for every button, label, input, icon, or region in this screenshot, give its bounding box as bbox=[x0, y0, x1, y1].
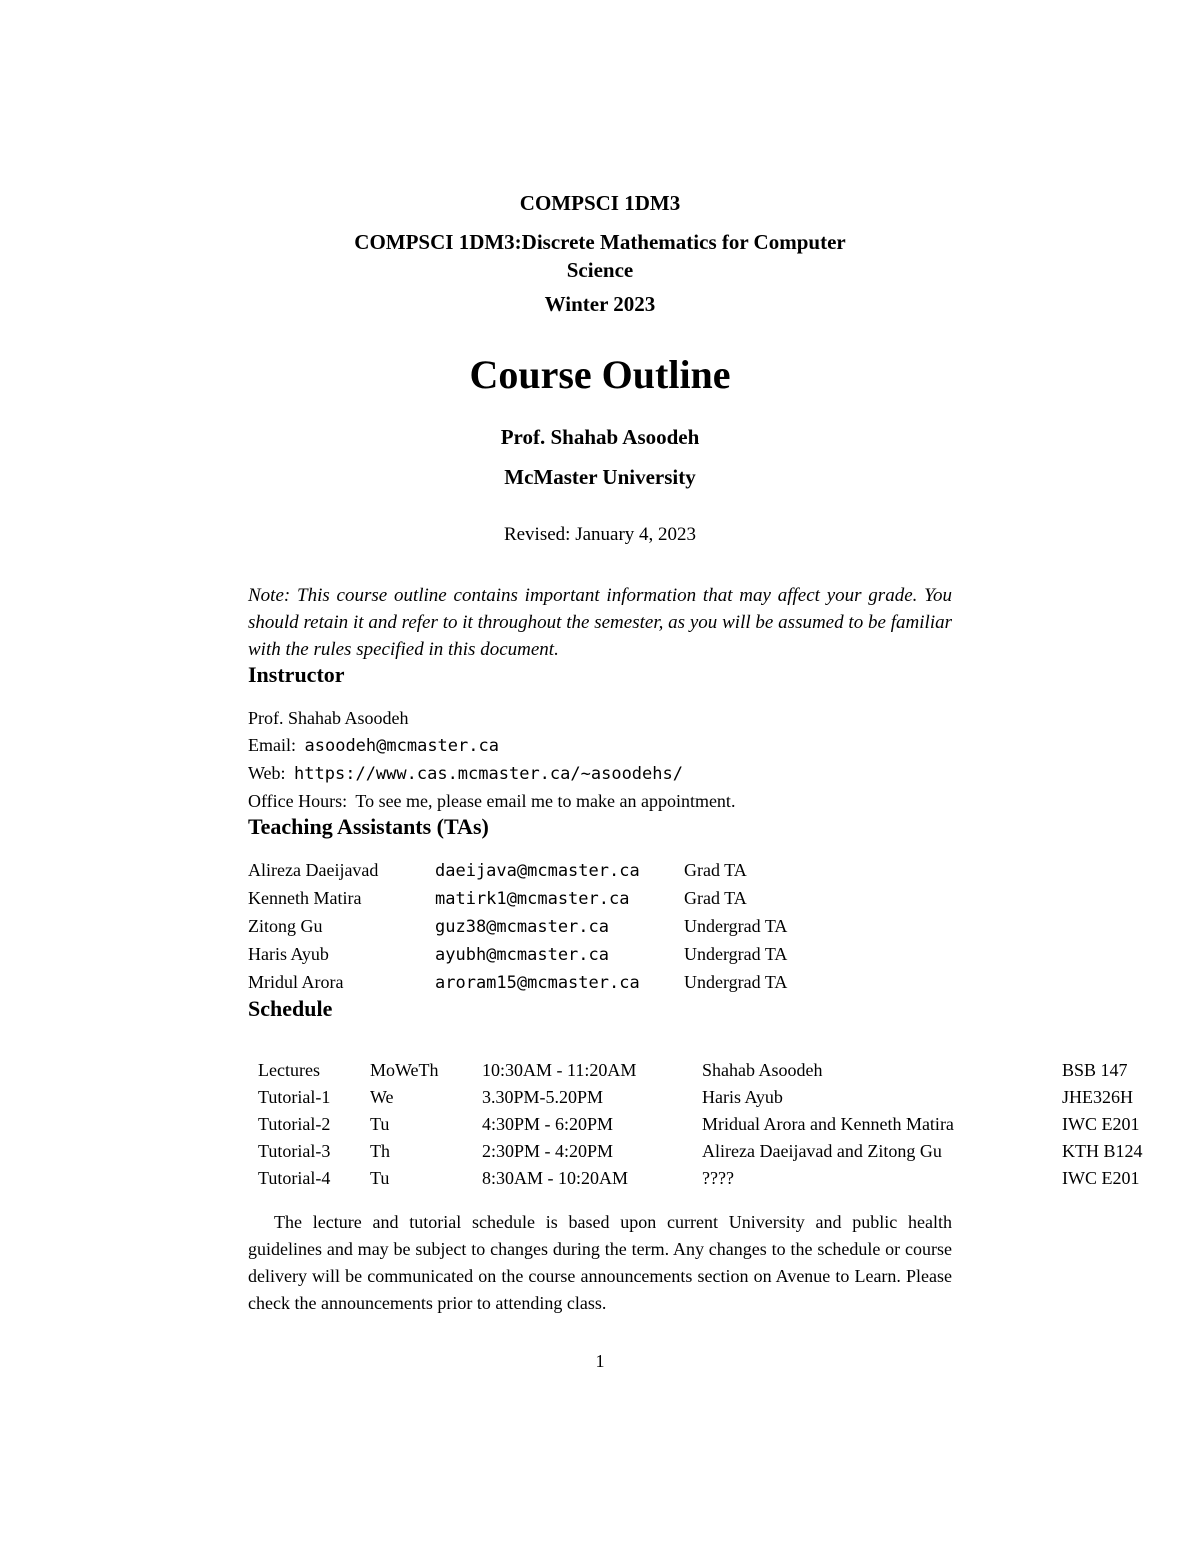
instructor-email: asoodeh@mcmaster.ca bbox=[304, 736, 499, 756]
schedule-room: BSB 147 bbox=[1062, 1060, 1128, 1080]
schedule-staff: Mridual Arora and Kenneth Matira bbox=[702, 1114, 954, 1134]
schedule-room: JHE326H bbox=[1062, 1087, 1133, 1107]
web-label: Web: bbox=[248, 763, 286, 783]
ta-name: Mridul Arora bbox=[248, 972, 344, 992]
ta-role: Undergrad TA bbox=[684, 944, 788, 964]
schedule-room: IWC E201 bbox=[1062, 1114, 1140, 1134]
schedule-type: Tutorial-4 bbox=[258, 1168, 331, 1188]
schedule-days: We bbox=[370, 1087, 394, 1107]
revised-date: Revised: January 4, 2023 bbox=[503, 524, 697, 545]
instructor-email-line bbox=[248, 732, 952, 760]
schedule-room: KTH B124 bbox=[1062, 1141, 1143, 1161]
schedule-days: MoWeTh bbox=[370, 1060, 439, 1080]
instructor-section bbox=[248, 663, 952, 815]
affiliation: McMaster University bbox=[504, 465, 696, 489]
page-title: Course Outline bbox=[469, 352, 731, 397]
ta-role: Grad TA bbox=[684, 860, 747, 880]
ta-email: daeijava@mcmaster.ca bbox=[435, 861, 640, 881]
schedule-staff: ???? bbox=[702, 1168, 734, 1188]
schedule-row bbox=[258, 1165, 1162, 1192]
schedule-row bbox=[258, 1084, 1162, 1111]
schedule-time: 8:30AM - 10:20AM bbox=[482, 1168, 629, 1188]
schedule-section bbox=[248, 996, 1143, 1317]
instructor-name: Prof. Shahab Asoodeh bbox=[248, 708, 409, 728]
office-hours-line bbox=[248, 788, 952, 815]
ta-name: Haris Ayub bbox=[248, 944, 329, 964]
ta-email: matirk1@mcmaster.ca bbox=[435, 889, 630, 909]
schedule-room: IWC E201 bbox=[1062, 1168, 1140, 1188]
ta-role: Undergrad TA bbox=[684, 916, 788, 936]
ta-table bbox=[248, 857, 808, 997]
schedule-days: Th bbox=[370, 1141, 390, 1161]
instructor-heading: Instructor bbox=[248, 662, 345, 687]
schedule-type: Lectures bbox=[258, 1060, 320, 1080]
schedule-days: Tu bbox=[370, 1114, 390, 1134]
schedule-row bbox=[258, 1138, 1162, 1165]
schedule-note-paragraph: The lecture and tutorial schedule is based upon current University and public health guidelines and may be subject to changes during the term. Any changes to the schedule or course delivery will be communicated on the course announcements section on Avenue to Learn. Please check the announcements prior to attending class. bbox=[248, 1212, 952, 1313]
author-name: Prof. Shahab Asoodeh bbox=[500, 425, 700, 449]
schedule-type: Tutorial-3 bbox=[258, 1141, 331, 1161]
ta-name: Alireza Daeijavad bbox=[248, 860, 379, 880]
course-full-title: COMPSCI 1DM3:Discrete Mathematics for Computer Science bbox=[354, 230, 846, 282]
tas-section bbox=[248, 815, 952, 997]
ta-row bbox=[248, 969, 808, 997]
term: Winter 2023 bbox=[544, 292, 656, 316]
schedule-days: Tu bbox=[370, 1168, 390, 1188]
note-paragraph: Note: This course outline contains important information that may affect your grade. You should retain it and refer to it throughout the semester, as you will be assumed to be familiar with the rules specified in this document. bbox=[248, 585, 952, 660]
ta-name: Kenneth Matira bbox=[248, 888, 362, 908]
ta-name: Zitong Gu bbox=[248, 916, 323, 936]
ta-row bbox=[248, 941, 808, 969]
instructor-web-url: https://www.cas.mcmaster.ca/~asoodehs/ bbox=[294, 764, 683, 784]
ta-role: Undergrad TA bbox=[684, 972, 788, 992]
schedule-staff: Shahab Asoodeh bbox=[702, 1060, 823, 1080]
schedule-type: Tutorial-1 bbox=[258, 1087, 331, 1107]
schedule-row bbox=[258, 1111, 1162, 1138]
office-hours-label: Office Hours: bbox=[248, 791, 348, 811]
schedule-type: Tutorial-2 bbox=[258, 1114, 331, 1134]
ta-role: Grad TA bbox=[684, 888, 747, 908]
office-hours-text: To see me, please email me to make an appointment. bbox=[355, 791, 736, 811]
instructor-web-line bbox=[248, 760, 952, 788]
schedule-time: 10:30AM - 11:20AM bbox=[482, 1060, 637, 1080]
ta-row bbox=[248, 857, 808, 885]
page-footer bbox=[248, 1350, 952, 1372]
schedule-time: 2:30PM - 4:20PM bbox=[482, 1141, 614, 1161]
schedule-time: 3.30PM-5.20PM bbox=[482, 1087, 604, 1107]
schedule-time: 4:30PM - 6:20PM bbox=[482, 1114, 614, 1134]
page-number: 1 bbox=[595, 1351, 605, 1371]
schedule-row bbox=[258, 1057, 1162, 1084]
ta-email: aroram15@mcmaster.ca bbox=[435, 973, 640, 993]
schedule-staff: Alireza Daeijavad and Zitong Gu bbox=[702, 1141, 942, 1161]
ta-row bbox=[248, 885, 808, 913]
ta-email: ayubh@mcmaster.ca bbox=[435, 945, 609, 965]
course-code: COMPSCI 1DM3 bbox=[519, 191, 681, 215]
tas-heading: Teaching Assistants (TAs) bbox=[248, 814, 489, 839]
document-header bbox=[248, 192, 952, 546]
schedule-table bbox=[258, 1057, 1162, 1192]
schedule-staff: Haris Ayub bbox=[702, 1087, 783, 1107]
email-label: Email: bbox=[248, 735, 296, 755]
ta-row bbox=[248, 913, 808, 941]
ta-email: guz38@mcmaster.ca bbox=[435, 917, 609, 937]
schedule-heading: Schedule bbox=[248, 996, 333, 1021]
